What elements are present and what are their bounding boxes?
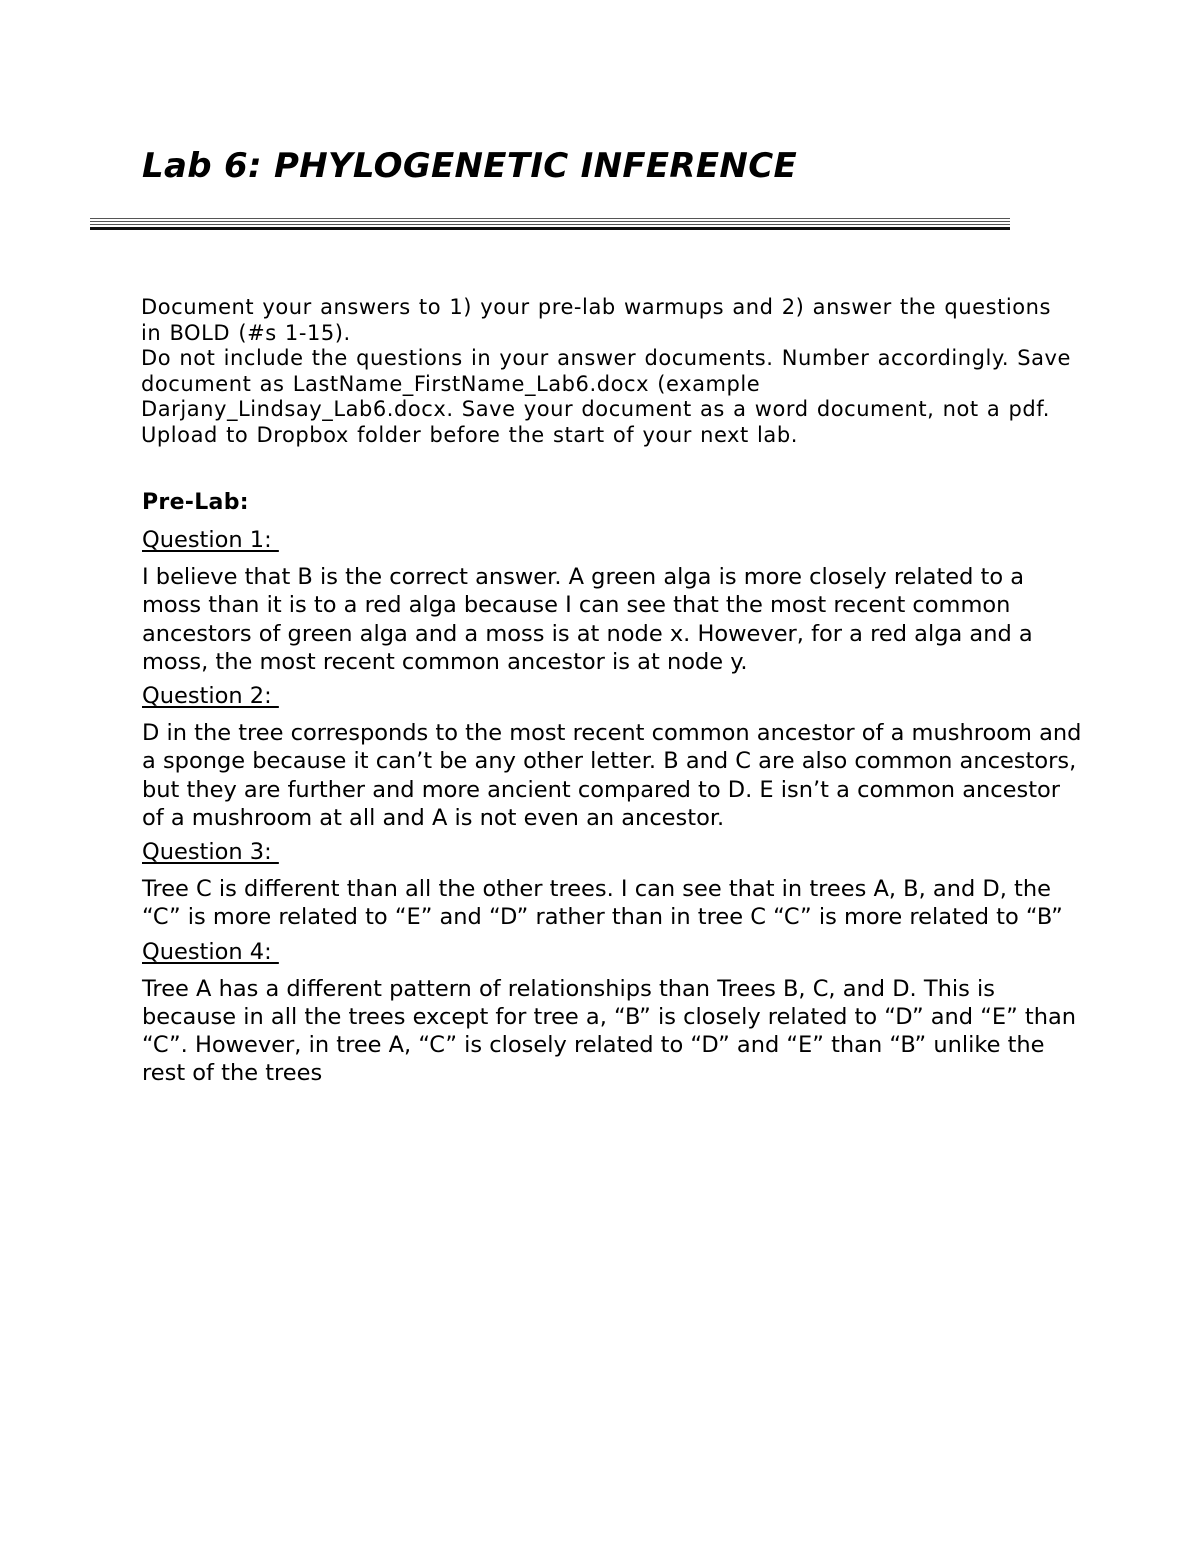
- prelab-heading: Pre-Lab:: [142, 490, 249, 515]
- question-1-label: Question 1:: [142, 527, 279, 553]
- title-divider: [90, 218, 1010, 231]
- instructions-paragraph-1: Document your answers to 1) your pre-lab warmups and 2) answer the questions in BOLD (#s 1-15).: [141, 295, 1051, 345]
- question-3-answer: Tree C is different than all the other trees. I can see that in trees A, B, and D, the “C” is more related to “E” and “D” rather than in tree C “C” is more related to “B”: [142, 876, 1063, 931]
- question-2-label: Question 2:: [142, 683, 279, 710]
- instructions-paragraph-2: Do not include the questions in your answer documents. Number accordingly. Save document as LastName_FirstName_Lab6.docx (example Darjany_Lindsay_Lab6.docx. Save your document as a word document, not a pdf. Upload to Dropbox folder before the start of your next lab.: [141, 346, 1072, 447]
- question-4-label: Question 4:: [142, 938, 279, 965]
- instructions-block: [141, 295, 1071, 449]
- question-1-answer: I believe that B is the correct answer. A green alga is more closely related to a moss than it is to a red alga because I can see that the most recent common ancestors of green alga and a moss is at node x. However, for a red alga and a moss, the most recent common ancestor is at node y.: [142, 564, 1033, 675]
- prelab-section: [142, 489, 1082, 1094]
- question-4-answer: Tree A has a different pattern of relationships than Trees B, C, and D. This is because in all the trees except for tree a, “B” is closely related to “D” and “E” than “C”. However, in tree A, “C” is closely related to “D” and “E” than “B” unlike the rest of the trees: [142, 975, 1077, 1087]
- document-title: Lab 6: PHYLOGENETIC INFERENCE: [142, 146, 797, 186]
- question-2-answer: D in the tree corresponds to the most recent common ancestor of a mushroom and a sponge because it can’t be any other letter. B and C are also common ancestors, but they are further and more ancient compared to D. E isn’t a common ancestor of a mushroom at all and A is not even an ancestor.: [142, 720, 1082, 831]
- question-3-label: Question 3:: [142, 839, 279, 866]
